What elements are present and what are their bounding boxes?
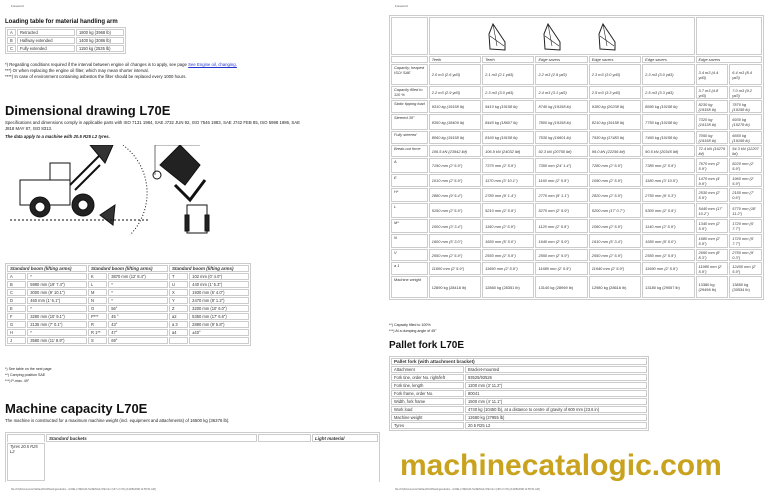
dim-note: **) Carrying position SAE xyxy=(5,373,46,377)
bucket-value: 12980 kg (28616 lb) xyxy=(589,276,641,298)
bucket-value: 2.5 m3 (3.3 yd3) xyxy=(589,86,641,99)
row-label: Capacity filled to 110 % xyxy=(391,86,428,99)
spec-text: Specifications and dimensions comply in applicable parts with ISO 7131 1984, SAE J732 JUN 92, ISO 7546 1983, SAE J742 FEB 85, ISO 5998 1986, SAE J818 MAY 87, ISO 8313. xyxy=(5,120,300,132)
bucket-value: 7280 mm (2' 5.9") xyxy=(589,158,641,173)
bucket-value: 1600 mm (5' 3.0") xyxy=(429,234,481,248)
bucket-value: 90.5 kN (20345 lbf) xyxy=(642,145,694,157)
bucket-value: 13850 kg (30534 lb) xyxy=(729,276,762,298)
table-row xyxy=(391,219,762,233)
header-row xyxy=(7,265,249,272)
dimension-key: Z xyxy=(169,305,188,312)
bucket-value: 7190 mm (2' 5.9") xyxy=(429,158,481,173)
dimension-value: 5980 mm (19' 7.4") xyxy=(27,281,87,288)
bucket-value: 2750 mm (9' 0.3") xyxy=(642,188,694,202)
table-row xyxy=(391,398,647,405)
pallet-label: Attachment xyxy=(391,366,464,373)
dimension-key: X xyxy=(169,289,188,296)
bucket-value: 2880 mm (9' 5.4") xyxy=(429,188,481,202)
bucket-value: 2550 mm (2' 5.9") xyxy=(429,249,481,261)
bucket-value: 1650 mm (5' 5.0") xyxy=(642,234,694,248)
bucket-type-header: Edge savers xyxy=(589,56,641,63)
dimension-key: K xyxy=(88,273,107,280)
bucket-value: 7670 mm (2' 5.9") xyxy=(696,158,729,173)
row-key: A xyxy=(7,29,16,36)
table-row xyxy=(391,249,762,261)
table-row xyxy=(7,329,249,336)
table-row xyxy=(391,374,647,381)
dimension-key: a 3 xyxy=(169,321,188,328)
table-row xyxy=(391,234,762,248)
table-row xyxy=(391,382,647,389)
pallet-label: Work load xyxy=(391,406,464,413)
dimension-key: J xyxy=(7,337,26,344)
bucket-value: 1680 mm (2' 5.9") xyxy=(696,234,729,248)
dimension-key: B xyxy=(7,281,26,288)
bucket-value: 2550 mm (2' 5.9") xyxy=(535,249,587,261)
bucket-value: 8210 kg (19158 lb) xyxy=(589,114,641,130)
bucket-value: 13180 kg (29057 lb) xyxy=(642,276,694,298)
bucket-value: 1160 mm (2' 5.9") xyxy=(535,174,587,187)
table-row xyxy=(391,188,762,202)
dimension-key: a2 xyxy=(169,313,188,320)
bucket-table xyxy=(389,15,764,300)
dimension-value: 3200 mm (10' 6.0") xyxy=(189,305,249,312)
bucket-value: 2.5 m3 (3.3 yd3) xyxy=(642,86,694,99)
bucket-value: 1060 mm (2' 5.9") xyxy=(589,219,641,233)
standard-buckets-header: Standard buckets xyxy=(46,434,257,442)
bucket-icon xyxy=(487,22,509,52)
bucket-value: 8220 mm (2' 5.9") xyxy=(729,158,762,173)
dimension-key: Y xyxy=(169,297,188,304)
dimension-value: * xyxy=(27,273,87,280)
bucket-value: 6.4 m3 (8.4 yd3) xyxy=(729,64,762,85)
dim-note: *) See table on the next page xyxy=(5,367,52,371)
column-header: Standard boom (lifting arms) xyxy=(169,265,249,272)
dimension-key: F xyxy=(7,313,26,320)
row-label: Static tipping load xyxy=(391,100,428,113)
capacity-text: The machine is constructed for a maximum machine weight (incl. equipment and attachments) of 16500 kg (36376 lb). xyxy=(5,418,230,423)
dimension-value: 1930 mm (6' 4.0") xyxy=(189,289,249,296)
bucket-value: 7530 kg (16601 lb) xyxy=(535,131,587,144)
bucket-value: 1180 mm (3' 10.5") xyxy=(642,174,694,187)
bucket-value: 1340 mm (2' 5.9") xyxy=(696,219,729,233)
pallet-value: 93525/93526 xyxy=(465,374,647,381)
row-label: A xyxy=(391,158,428,173)
table-row xyxy=(7,37,124,44)
dimension-value: 43° xyxy=(108,321,168,328)
dimension-key: S xyxy=(88,337,107,344)
bucket-value: 5300 mm (2' 5.9") xyxy=(642,203,694,218)
bucket-value: 1720 mm (5' 7.7") xyxy=(729,234,762,248)
pallet-label: Fork tine, length xyxy=(391,382,464,389)
pallet-label: Width, fork frame xyxy=(391,398,464,405)
bucket-value: 2150 mm (7' 0.6") xyxy=(729,188,762,202)
bucket-type-header: Teeth xyxy=(429,56,481,63)
bucket-value: 8440 kg (18607 lb) xyxy=(482,114,534,130)
row-label: Retracted xyxy=(17,29,75,36)
row-value: 1800 kg (3968 lb) xyxy=(76,29,124,36)
bucket-value: 8060 kg (19158 lb) xyxy=(429,131,481,144)
bucket-value: 11640 mm (2' 5.9") xyxy=(589,262,641,275)
bucket-images xyxy=(429,17,695,55)
table-row xyxy=(391,406,647,413)
bucket-value: 2820 mm (2' 5.9") xyxy=(589,188,641,202)
bucket-value: 2.1 m3 (2.1 yd3) xyxy=(482,64,534,85)
dimension-value: 2470 mm (8' 1.2") xyxy=(189,297,249,304)
page-header: Foreword xyxy=(395,4,408,8)
row-value: 1400 kg (3086 lb) xyxy=(76,37,124,44)
bucket-value: 2650 mm (8' 8.3") xyxy=(696,249,729,261)
pallet-fork-title: Pallet fork L70E xyxy=(389,340,465,351)
dimension-value: 69° xyxy=(108,337,168,344)
dimension-key: H xyxy=(7,329,26,336)
table-row xyxy=(7,313,249,320)
pallet-header: Pallet fork (with attachment bracket) xyxy=(391,358,647,365)
loading-table xyxy=(5,27,126,54)
bucket-value: 7350 mm (24' 1.4") xyxy=(535,158,587,173)
dimension-value: * xyxy=(108,297,168,304)
table-row xyxy=(391,158,762,173)
bucket-value: 8350 kg (18409 lb) xyxy=(429,114,481,130)
dimension-value xyxy=(189,337,249,344)
bucket-value: 11680 mm (2' 5.9") xyxy=(535,262,587,275)
dimension-key: N xyxy=(88,297,107,304)
table-row xyxy=(391,414,647,421)
bucket-value: 2.2 m3 (2.9 yd3) xyxy=(429,86,481,99)
bucket-value: 2.3 m3 (3.0 yd3) xyxy=(482,86,534,99)
bucket-value: 1720 mm (5' 7.7") xyxy=(729,219,762,233)
row-label: L xyxy=(391,203,428,218)
header-row xyxy=(391,358,647,365)
bucket-value: 99.0 kN (22256 lbf) xyxy=(589,145,641,157)
dimension-key: M xyxy=(88,289,107,296)
bucket-value: 54.3 kN (12207 lbf) xyxy=(729,145,762,157)
bucket-value: 1170 mm (3' 10.1") xyxy=(482,174,534,187)
bucket-value: 5200 mm (17' 0.7") xyxy=(589,203,641,218)
bucket-type-row xyxy=(391,56,762,63)
bucket-notes xyxy=(389,322,437,334)
dimension-key: C xyxy=(7,289,26,296)
bucket-value: 2550 mm (2' 5.9") xyxy=(482,249,534,261)
dimension-value: * xyxy=(27,329,87,336)
row-label: E xyxy=(391,174,428,187)
row-label: Fully extended xyxy=(17,45,75,52)
dimension-value: * xyxy=(108,289,168,296)
bucket-value: 7370 mm (2' 5.9") xyxy=(482,158,534,173)
bucket-value: 1000 mm (3' 3.4") xyxy=(429,219,481,233)
table-row xyxy=(7,321,249,328)
bucket-value: 8160 kg (19158 lb) xyxy=(482,131,534,144)
table-row xyxy=(391,422,647,429)
table-row xyxy=(7,45,124,52)
table-row xyxy=(391,174,762,187)
bucket-value: 1090 mm (2' 5.9") xyxy=(589,174,641,187)
dimension-key: U xyxy=(169,281,188,288)
table-row xyxy=(391,114,762,130)
dimension-key: A xyxy=(7,273,26,280)
bucket-value: 7870 kg (19158 lb) xyxy=(729,100,762,113)
row-label: H* xyxy=(391,188,428,202)
table-row xyxy=(391,145,762,157)
bucket-value: 2550 mm (2' 5.9") xyxy=(589,249,641,261)
row-label: Halfway extended xyxy=(17,37,75,44)
row-label: Machine weight xyxy=(391,276,428,298)
bucket-value: 13380 kg (29498 lb) xyxy=(696,276,729,298)
bucket-value: 2.2 m3 (2.9 yd3) xyxy=(535,64,587,85)
pallet-value: 1500 mm (4' 11.1") xyxy=(465,398,647,405)
pallet-value: 20.5 R25 L2 xyxy=(465,422,647,429)
bucket-value: 8690 kg (19158 lb) xyxy=(642,100,694,113)
pallet-value: 80041 xyxy=(465,390,647,397)
machine-capacity-title: Machine capacity L70E xyxy=(5,401,148,416)
bucket-value: 1650 mm (5' 5.0") xyxy=(482,234,534,248)
dimension-key: E xyxy=(7,305,26,312)
dimension-value: 2890 mm (9' 5.8") xyxy=(189,321,249,328)
bucket-value: 5440 mm (17' 10.2") xyxy=(696,203,729,218)
dimensional-drawing-title: Dimensional drawing L70E xyxy=(5,103,171,118)
bucket-value: 8230 kg (19158 lb) xyxy=(696,100,729,113)
bucket-value: 12890 kg (28418 lb) xyxy=(429,276,481,298)
engine-oil-link[interactable]: See Engine oil, changing. xyxy=(188,62,237,67)
row-label: a 1 xyxy=(391,262,428,275)
bucket-value: 7380 mm (2' 5.9") xyxy=(642,158,694,173)
table-row xyxy=(391,64,762,85)
bucket-value: 6930 kg (15278 lb) xyxy=(729,114,762,130)
bucket-value: 3.4 m3 (4.4 yd3) xyxy=(696,64,729,85)
bucket-value: 7930 kg (17483 lb) xyxy=(589,131,641,144)
dimension-notes xyxy=(5,366,52,384)
dimension-key: R 1** xyxy=(88,329,107,336)
pallet-label: Machine weight xyxy=(391,414,464,421)
tyres-label: Tyres 20.5 R25 L2 xyxy=(7,443,45,481)
table-row xyxy=(7,305,249,312)
bucket-value: 72.4 kN (16276 lbf) xyxy=(696,145,729,157)
dimension-value: 3580 mm (11' 8.9") xyxy=(27,337,87,344)
table-row xyxy=(391,366,647,373)
table-row xyxy=(7,337,249,344)
dimension-value: ±40° xyxy=(189,329,249,336)
pallet-value: 4740 kg (10450 lb), at a distance to centre of gravity of 600 mm (23.6 in) xyxy=(465,406,647,413)
loading-table-title: Loading table for material handling arm xyxy=(5,19,118,25)
table-row xyxy=(391,276,762,298)
row-label: V xyxy=(391,249,428,261)
row-key: C xyxy=(7,45,16,52)
dimension-value: 47° xyxy=(108,329,168,336)
bucket-value: 11600 mm (2' 5.9") xyxy=(429,262,481,275)
bucket-value: 1640 mm (2' 5.9") xyxy=(535,234,587,248)
bucket-value: 2770 mm (9' 1.1") xyxy=(535,188,587,202)
bucket-value: 12860 kg (28351 lb) xyxy=(482,276,534,298)
pallet-value: 1200 mm (3' 11.2") xyxy=(465,382,647,389)
dimension-key: a4 xyxy=(169,329,188,336)
dimension-value: 3000 mm (9' 10.1") xyxy=(27,289,87,296)
bucket-type-header: Edge savers xyxy=(642,56,694,63)
dimension-value: 460 mm (1' 6.1") xyxy=(27,297,87,304)
pallet-fork-table xyxy=(389,356,649,431)
bucket-value: 13140 kg (28969 lb) xyxy=(535,276,587,298)
bucket-value: 7750 kg (19158 lb) xyxy=(642,114,694,130)
bucket-value: 11690 mm (2' 5.9") xyxy=(642,262,694,275)
bucket-note: **) Capacity filled to 100% xyxy=(389,323,431,327)
dimension-value: 45 ° xyxy=(108,313,168,320)
bucket-type-header: Edge savers xyxy=(696,56,762,63)
note-oil-interval: *) Regarding conditions required if the interval between engine oil changes is to apply, see page xyxy=(5,62,189,67)
table-row xyxy=(7,289,249,296)
table-row xyxy=(7,273,249,280)
bucket-value: 2.3 m3 (3.0 yd3) xyxy=(642,64,694,85)
bucket-value: 2.4 m3 (3.1 yd3) xyxy=(535,86,587,99)
bucket-value: 106.9 kN (24032 lbf) xyxy=(482,145,534,157)
bucket-value: 2750 mm (9' 0.3") xyxy=(729,249,762,261)
bucket-value: 1010 mm (2' 5.9") xyxy=(429,174,481,187)
dimension-key: O xyxy=(88,305,107,312)
bucket-image-row xyxy=(391,17,762,55)
row-key: B xyxy=(7,37,16,44)
row-label: Steered 35° xyxy=(391,114,428,130)
table-row xyxy=(391,390,647,397)
bucket-value: 2550 mm (2' 5.9") xyxy=(642,249,694,261)
dimension-value: 56° xyxy=(108,305,168,312)
bucket-value: 7460 kg (19158 lb) xyxy=(642,131,694,144)
table-row xyxy=(7,297,249,304)
bucket-value: 8740 kg (19158 lb) xyxy=(535,100,587,113)
bucket-type-header: Edge savers xyxy=(535,56,587,63)
bucket-value: 5770 mm (18' 11.2") xyxy=(729,203,762,218)
right-page xyxy=(384,0,768,497)
bucket-value: 3.7 m3 (4.8 yd3) xyxy=(696,86,729,99)
table-row xyxy=(391,100,762,113)
bucket-value: 5150 mm (2' 5.9") xyxy=(429,203,481,218)
bucket-value: 2.3 m3 (3.0 yd3) xyxy=(589,64,641,85)
dimension-key xyxy=(169,337,188,344)
bucket-value: 5270 mm (2' 5.9") xyxy=(535,203,587,218)
dimension-key: L xyxy=(88,281,107,288)
page-header: Foreword xyxy=(11,4,24,8)
bucket-icon xyxy=(542,22,564,52)
row-label: Capacity, heaped ISO/ SAE xyxy=(391,64,428,85)
dimension-key: P*** xyxy=(88,313,107,320)
bucket-value: 106.5 kN (23942 lbf) xyxy=(429,145,481,157)
pallet-label: Fork frame, order No. xyxy=(391,390,464,397)
bucket-note: ***) At a dumping angle of 45° xyxy=(389,329,437,333)
watermark: machinecatalogic.com xyxy=(400,449,722,482)
row-label: M* xyxy=(391,219,428,233)
note-asbestos: ****) In case of environment containing asbestos the filter should be replaced every 1000 hours. xyxy=(5,74,187,80)
dimensional-drawing xyxy=(5,145,225,237)
tyre-note: The data apply to a machine with 20.5 R25 L2 tyres. xyxy=(5,134,110,139)
bucket-value: 92.3 kN (20750 lbf) xyxy=(535,145,587,157)
bucket-value: 5210 mm (2' 5.9") xyxy=(482,203,534,218)
bucket-value: 11980 mm (2' 5.9") xyxy=(696,262,729,275)
bucket-value: 7800 kg (19158 lb) xyxy=(535,114,587,130)
bucket-value: 9180 kg (20238 lb) xyxy=(589,100,641,113)
dimension-table xyxy=(5,263,251,346)
column-header: Standard boom (lifting arms) xyxy=(88,265,168,272)
bucket-value: 2780 mm (9' 1.4") xyxy=(482,188,534,202)
table-row xyxy=(391,203,762,218)
dimension-value: 2135 mm (7' 0.1") xyxy=(27,321,87,328)
row-value: 1150 kg (2535 lb) xyxy=(76,45,124,52)
note-oil-filter: ***) Or when replacing the engine oil filter, which may mean shorter interval. xyxy=(5,68,149,74)
page-footer: file:///C|/Documents%20and%20Settings/ukrdoc.../L60E-L70E%20-%20ENG/L70E.htm (168 of 176) [14/08/2008 11:55:51 AM] xyxy=(395,488,540,491)
dimension-value: 3870 mm (12' 8.4") xyxy=(108,273,168,280)
page-footer: file:///C|/Documents%20and%20Settings/ukrdoc.../L60E-L70E%20-%20ENG/L70E.htm (167 of 176) [14/08/2008 11:55:51 AM] xyxy=(11,488,156,491)
dimension-value: * xyxy=(27,305,87,312)
dimension-key: T xyxy=(169,273,188,280)
bucket-value: 7050 kg (19158 lb) xyxy=(696,131,729,144)
column-header: Standard boom (lifting arms) xyxy=(7,265,87,272)
table-row xyxy=(391,262,762,275)
light-material-header: Light material xyxy=(312,434,378,442)
bucket-value: 9410 kg (19158 lb) xyxy=(482,100,534,113)
bucket-value: 1160 mm (2' 5.9") xyxy=(482,219,534,233)
dimension-key: G xyxy=(7,321,26,328)
bucket-icon xyxy=(597,22,619,52)
table-row xyxy=(391,131,762,144)
table-row xyxy=(7,29,124,36)
bucket-value: 1960 mm (2' 5.9") xyxy=(729,174,762,187)
table-row xyxy=(391,86,762,99)
pallet-label: Fork tine, order No. right/left xyxy=(391,374,464,381)
capacity-table xyxy=(5,432,380,482)
bucket-value: 1610 mm (5' 3.4") xyxy=(589,234,641,248)
row-label: Break-out force xyxy=(391,145,428,157)
bucket-type-header: Teeth xyxy=(482,56,534,63)
dimension-key: R xyxy=(88,321,107,328)
bucket-value: 1140 mm (2' 5.9") xyxy=(642,219,694,233)
table-row xyxy=(7,281,249,288)
dimension-value: 102 mm (0' 4.0") xyxy=(189,273,249,280)
dimension-value: 440 mm (1' 5.3") xyxy=(189,281,249,288)
footnotes xyxy=(5,62,385,81)
bucket-value: 6650 kg (19158 lb) xyxy=(729,131,762,144)
bucket-value: 1120 mm (2' 5.9") xyxy=(535,219,587,233)
bucket-value: 11690 mm (2' 5.9") xyxy=(482,262,534,275)
bucket-value: 2530 mm (2' 5.9") xyxy=(696,188,729,202)
bucket-value: 7.0 m3 (9.2 yd3) xyxy=(729,86,762,99)
pallet-value: Bracket-mounted xyxy=(465,366,647,373)
dimension-key: D xyxy=(7,297,26,304)
bucket-value: 7320 kg (16138 lb) xyxy=(696,114,729,130)
row-label: N xyxy=(391,234,428,248)
pallet-label: Tyres xyxy=(391,422,464,429)
row-label: Fully steered xyxy=(391,131,428,144)
dimension-value: 3280 mm (10' 9.1") xyxy=(27,313,87,320)
dimension-value: 5350 mm (17' 6.6") xyxy=(189,313,249,320)
pallet-value: 12680 kg (27955 lb) xyxy=(465,414,647,421)
dimension-value: * xyxy=(108,281,168,288)
bucket-value: 2.0 m3 (2.6 yd3) xyxy=(429,64,481,85)
dim-note: ***) P-max. 49° xyxy=(5,379,30,383)
bucket-value: 12400 mm (2' 5.9") xyxy=(729,262,762,275)
bucket-value: 1470 mm (4' 9.9") xyxy=(696,174,729,187)
bucket-value: 9310 kg (19158 lb) xyxy=(429,100,481,113)
